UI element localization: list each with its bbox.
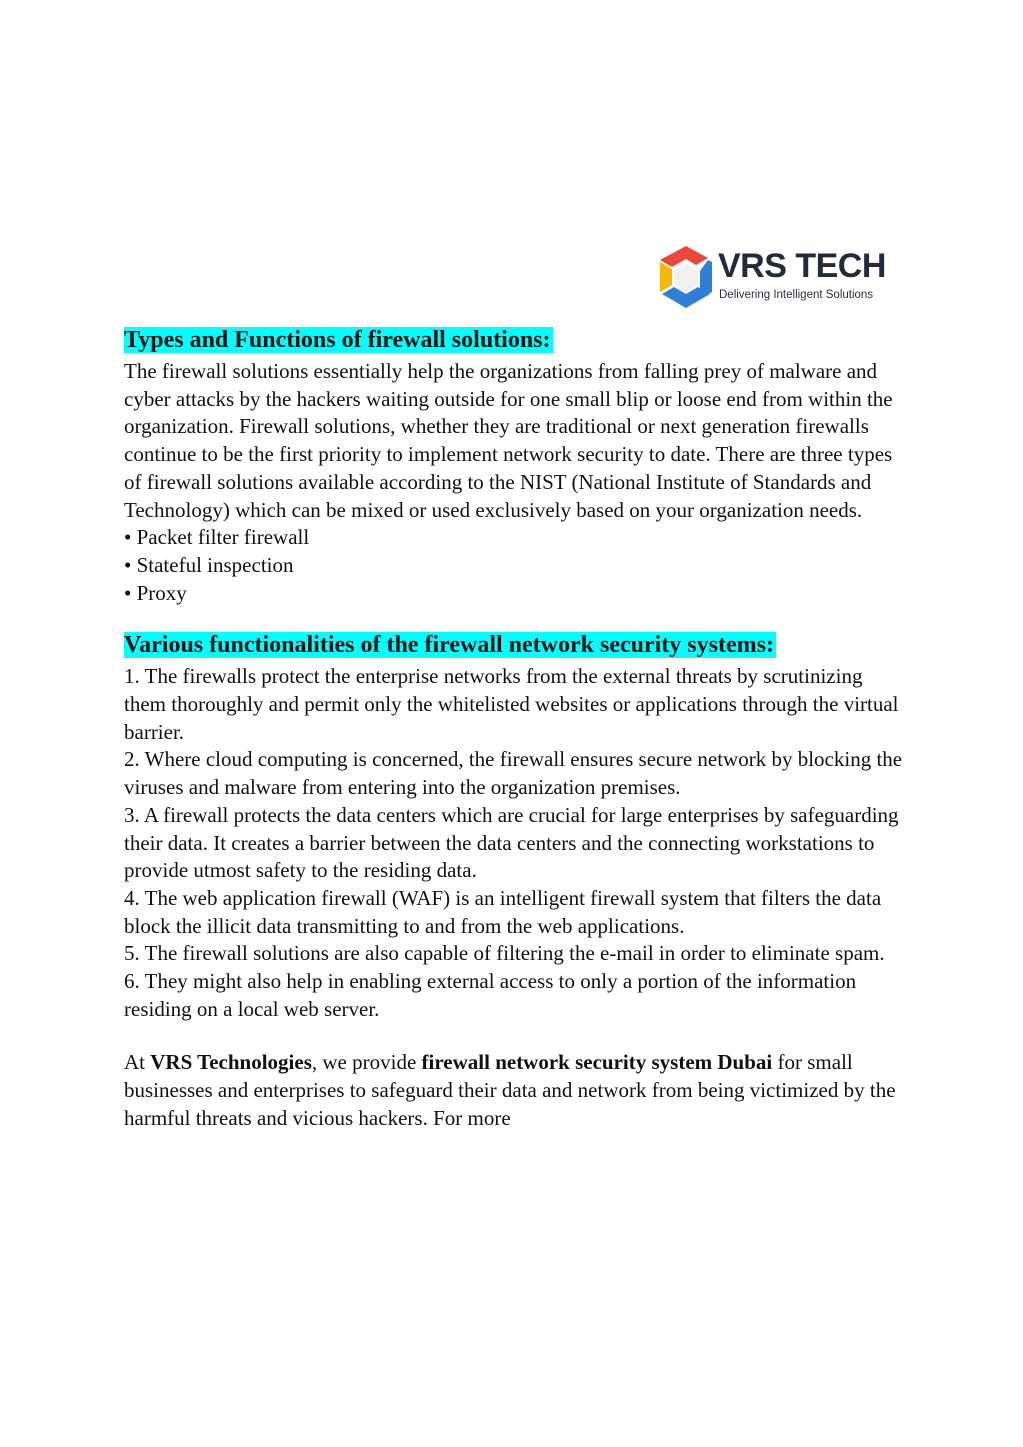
heading-highlight: Types and Functions of firewall solutions: bbox=[124, 327, 551, 353]
logo-title: VRS TECH bbox=[718, 247, 886, 285]
section-heading-types bbox=[124, 324, 904, 356]
logo-mark-icon bbox=[656, 244, 716, 310]
company-name: VRS Technologies bbox=[150, 1050, 312, 1075]
closing-suffix: for small businesses and enterprises to safeguard their data and network from being victimized by the harmful threats and vicious hackers. For more bbox=[124, 1050, 896, 1130]
list-item: 4. The web application firewall (WAF) is an intelligent firewall system that filters the data block the illicit data transmitting to and from the web applications. bbox=[124, 885, 882, 938]
firewall-types-list bbox=[124, 524, 904, 607]
list-item: 3. A firewall protects the data centers which are crucial for large enterprises by safeguarding their data. It creates a barrier between the data centers and the connecting workstations to provide utmost safety to the residing data. bbox=[124, 802, 899, 883]
list-item: 2. Where cloud computing is concerned, the firewall ensures secure network by blocking the viruses and malware from entering into the organization premises. bbox=[124, 747, 903, 800]
list-item: • Packet filter firewall bbox=[124, 525, 310, 550]
list-item: 1. The firewalls protect the enterprise networks from the external threats by scrutinizing them thoroughly and permit only the whitelisted websites or applications through the virtual barrier. bbox=[124, 664, 899, 744]
list-item: 5. The firewall solutions are also capable of filtering the e-mail in order to eliminate spam. bbox=[124, 941, 885, 966]
vrs-tech-logo bbox=[656, 244, 892, 310]
list-item: 6. They might also help in enabling external access to only a portion of the information residing on a local web server. bbox=[124, 969, 857, 1021]
list-item: • Proxy bbox=[124, 580, 187, 605]
closing-middle: , we provide bbox=[311, 1050, 422, 1075]
document-content bbox=[124, 324, 904, 1133]
closing-paragraph bbox=[124, 1049, 904, 1132]
list-item: • Stateful inspection bbox=[124, 552, 294, 577]
functionalities-list bbox=[124, 663, 904, 1023]
intro-paragraph: The firewall solutions essentially help the organizations from falling prey of malware and cyber attacks by the hackers waiting outside for one small blip or loose end from within the organization. Firewall solutions, whether they are traditional or next generation firewalls continue to be the first priority to implement network security to date. There are three types of firewall solutions available according to the NIST (National Institute of Standards and Technology) which can be mixed or used exclusively based on your organization needs. bbox=[124, 359, 893, 522]
heading-highlight: Various functionalities of the firewall network security systems: bbox=[124, 632, 774, 659]
closing-prefix: At bbox=[124, 1050, 151, 1075]
service-name: firewall network security system Dubai bbox=[421, 1050, 773, 1075]
logo-tagline: Delivering Intelligent Solutions bbox=[719, 289, 874, 301]
section-heading-functionalities bbox=[124, 629, 904, 661]
